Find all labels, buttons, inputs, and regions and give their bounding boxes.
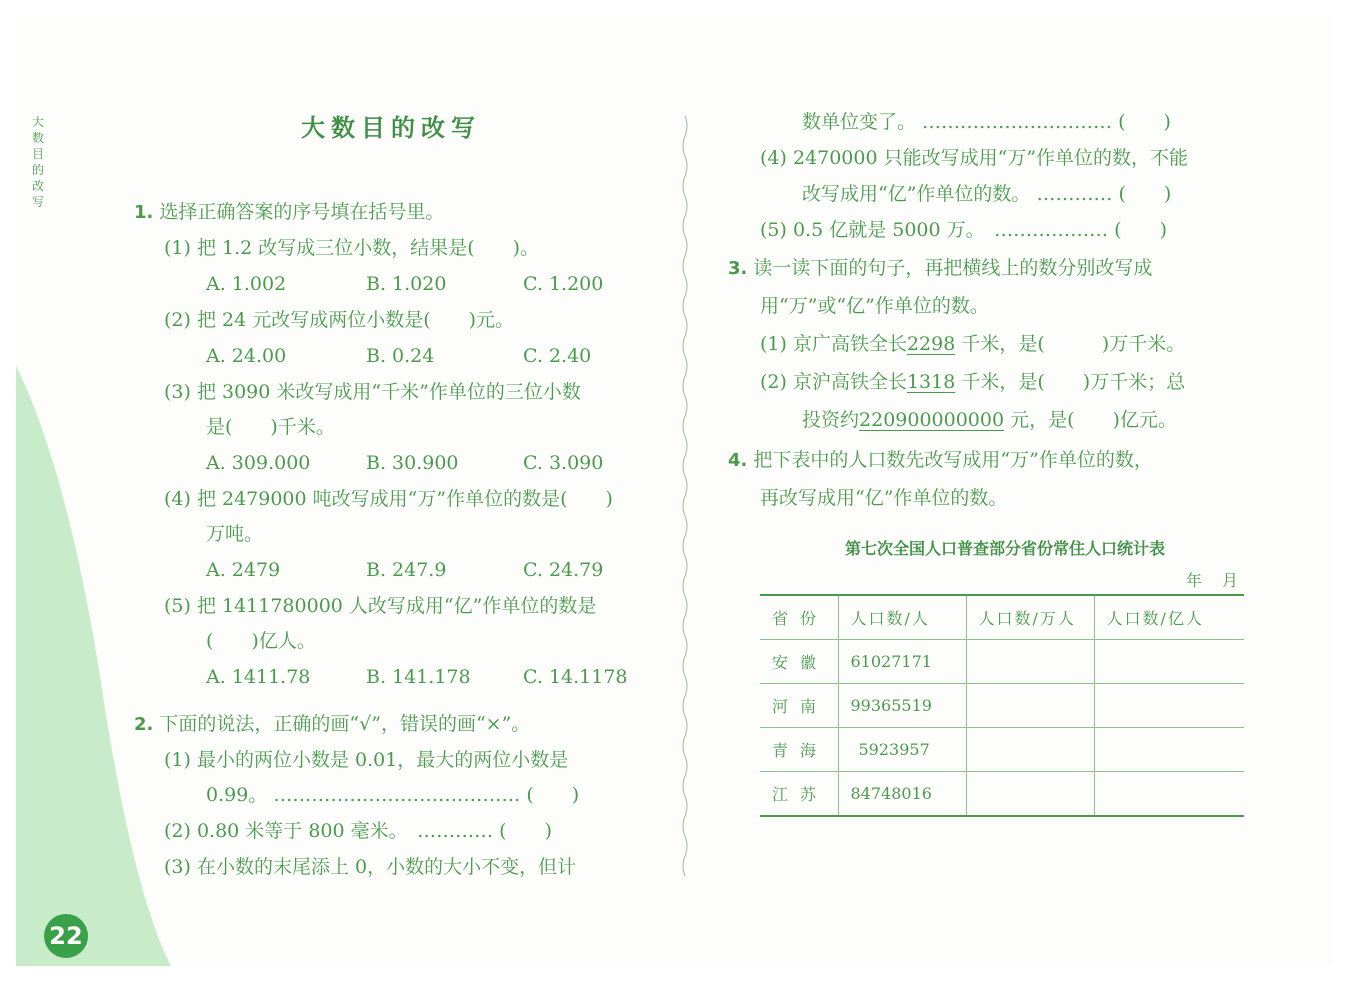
q2-heading xyxy=(134,710,530,739)
option-a: A. 2479 xyxy=(206,559,281,581)
header-province: 省份 xyxy=(760,595,838,640)
q3-item-2-text: (2) 京沪高铁全长 xyxy=(760,371,907,393)
side-chapter-label: 大数目的改写 xyxy=(31,115,44,209)
population-cell: 61027171 xyxy=(838,640,966,684)
q1-item-2: (2) 把 24 元改写成两位小数是( )元。 xyxy=(164,309,515,331)
q1-heading xyxy=(134,198,444,227)
q2-line-6: (4) 2470000 只能改写成用“万”作单位的数，不能 xyxy=(760,147,1189,169)
answer-cell-yi[interactable] xyxy=(1094,772,1244,817)
header-population: 人口数/人 xyxy=(838,595,966,640)
province-cell: 河南 xyxy=(760,684,838,728)
option-b: B. 0.24 xyxy=(366,345,435,367)
page-number-badge: 22 xyxy=(44,914,88,958)
population-table xyxy=(760,594,1244,817)
q3-item-1-text: (1) 京广高铁全长 xyxy=(760,333,907,355)
q1-item-3-cont: 是( )千米。 xyxy=(206,416,335,438)
answer-cell-wan[interactable] xyxy=(966,728,1094,772)
population-cell: 84748016 xyxy=(838,772,966,817)
option-a: A. 309.000 xyxy=(206,452,311,474)
answer-cell-yi[interactable] xyxy=(1094,684,1244,728)
option-c: C. 3.090 xyxy=(523,452,604,474)
population-cell: 99365519 xyxy=(838,684,966,728)
header-population-yi: 人口数/亿人 xyxy=(1094,595,1244,640)
q3-item-2-cont-text: 投资约 xyxy=(802,409,860,431)
option-b: B. 30.900 xyxy=(366,452,459,474)
q2-number: 2. xyxy=(134,714,154,735)
answer-cell-wan[interactable] xyxy=(966,684,1094,728)
workbook-page xyxy=(16,16,1332,966)
q2-line-7: 改写成用“亿”作单位的数。 ………… ( ) xyxy=(802,183,1172,205)
option-b: B. 141.178 xyxy=(366,666,471,688)
q4-line-2: 再改写成用“亿”作单位的数。 xyxy=(760,487,1008,509)
q1-item-3: (3) 把 3090 米改写成用“千米”作单位的三位小数 xyxy=(164,381,581,403)
underlined-number: 220900000000 xyxy=(859,409,1005,431)
option-a: A. 24.00 xyxy=(206,345,287,367)
q3-item-2-cont-rest: 元，是( )亿元。 xyxy=(1004,409,1177,431)
q1-number: 1. xyxy=(134,202,154,223)
option-a: A. 1.002 xyxy=(206,273,287,295)
q3-item-1 xyxy=(760,330,1185,358)
answer-cell-yi[interactable] xyxy=(1094,728,1244,772)
q3-text: 读一读下面的句子，再把横线上的数分别改写成 xyxy=(753,257,1153,279)
q2-line-2: 0.99。 ………………………………… ( ) xyxy=(206,784,580,806)
option-a: A. 1411.78 xyxy=(206,666,311,688)
answer-cell-yi[interactable] xyxy=(1094,640,1244,684)
q1-item-4-cont: 万吨。 xyxy=(206,523,264,545)
underlined-number: 2298 xyxy=(906,333,956,355)
q4-text: 把下表中的人口数先改写成用“万”作单位的数， xyxy=(753,449,1153,471)
q3-item-1-rest: 千米，是( )万千米。 xyxy=(955,333,1186,355)
q2-line-1: (1) 最小的两位小数是 0.01，最大的两位小数是 xyxy=(164,749,569,771)
table-row xyxy=(760,640,1244,684)
q3-heading xyxy=(728,254,1152,283)
answer-cell-wan[interactable] xyxy=(966,772,1094,817)
q3-item-2 xyxy=(760,368,1185,396)
table-date: 年 月 xyxy=(1186,571,1241,590)
page-divider xyxy=(680,116,690,876)
option-c: C. 24.79 xyxy=(523,559,604,581)
q3-number: 3. xyxy=(728,258,748,279)
table-row xyxy=(760,728,1244,772)
q2-line-5: 数单位变了。 ………………………… ( ) xyxy=(802,111,1171,133)
option-c: C. 1.200 xyxy=(523,273,604,295)
province-cell: 青海 xyxy=(760,728,838,772)
table-row xyxy=(760,772,1244,817)
underlined-number: 1318 xyxy=(906,371,956,393)
table-title: 第七次全国人口普查部分省份常住人口统计表 xyxy=(844,539,1165,558)
q1-item-1: (1) 把 1.2 改写成三位小数，结果是( )。 xyxy=(164,237,540,259)
header-population-wan: 人口数/万人 xyxy=(966,595,1094,640)
q3-line-2: 用“万”或“亿”作单位的数。 xyxy=(760,295,989,317)
q1-item-4: (4) 把 2479000 吨改写成用“万”作单位的数是( ) xyxy=(164,488,613,510)
province-cell: 安徽 xyxy=(760,640,838,684)
province-cell: 江苏 xyxy=(760,772,838,817)
answer-cell-wan[interactable] xyxy=(966,640,1094,684)
option-c: C. 14.1178 xyxy=(523,666,628,688)
q1-text: 选择正确答案的序号填在括号里。 xyxy=(159,201,445,223)
q2-line-4: (3) 在小数的末尾添上 0，小数的大小不变，但计 xyxy=(164,856,577,878)
q4-number: 4. xyxy=(728,450,748,471)
option-c: C. 2.40 xyxy=(523,345,592,367)
table-header-row xyxy=(760,595,1244,640)
q4-heading xyxy=(728,446,1153,475)
q2-line-3: (2) 0.80 米等于 800 毫米。 ………… ( ) xyxy=(164,820,553,842)
option-b: B. 247.9 xyxy=(366,559,447,581)
population-cell: 5923957 xyxy=(838,728,966,772)
q3-item-2-rest: 千米，是( )万千米；总 xyxy=(955,371,1186,393)
q3-item-2-cont xyxy=(802,406,1177,434)
q2-text: 下面的说法，正确的画“√”，错误的画“×”。 xyxy=(159,713,531,735)
page-title: 大数目的改写 xyxy=(301,113,481,142)
q1-item-5: (5) 把 1411780000 人改写成用“亿”作单位的数是 xyxy=(164,595,597,617)
q1-item-5-cont: ( )亿人。 xyxy=(206,630,316,652)
option-b: B. 1.020 xyxy=(366,273,447,295)
q2-line-8: (5) 0.5 亿就是 5000 万。 ……………… ( ) xyxy=(760,219,1168,241)
table-row xyxy=(760,684,1244,728)
